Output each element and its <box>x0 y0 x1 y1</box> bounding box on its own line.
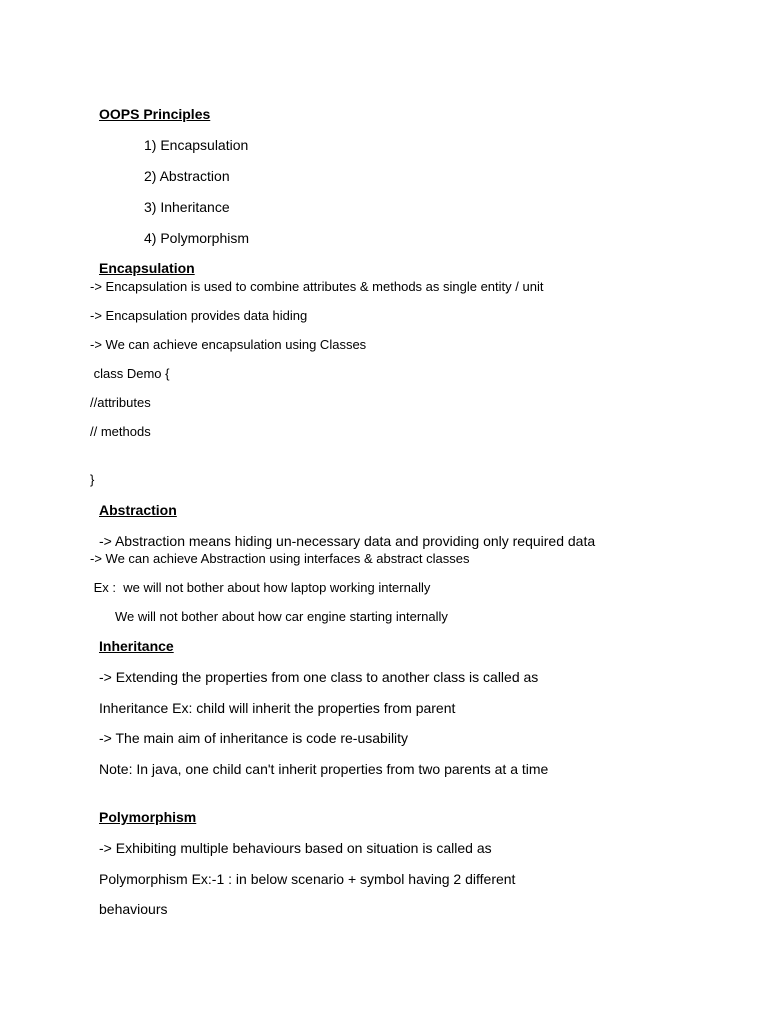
encapsulation-line: -> We can achieve encapsulation using Classes <box>90 337 367 352</box>
principle-item: 1) Encapsulation <box>144 137 249 153</box>
principle-item: 2) Abstraction <box>144 168 230 184</box>
abstraction-line: Ex : we will not bother about how laptop working internally <box>90 580 431 595</box>
page-title: OOPS Principles <box>99 106 211 122</box>
inheritance-line: -> Extending the properties from one class to another class is called as <box>99 669 539 685</box>
polymorphism-line: Polymorphism Ex:-1 : in below scenario + symbol having 2 different <box>99 871 516 887</box>
code-line: } <box>90 472 95 487</box>
inheritance-line: Note: In java, one child can't inherit properties from two parents at a time <box>99 761 549 777</box>
code-line: class Demo { <box>90 366 170 381</box>
inheritance-line: Inheritance Ex: child will inherit the properties from parent <box>99 700 456 716</box>
polymorphism-heading: Polymorphism <box>99 809 197 825</box>
polymorphism-line: behaviours <box>99 901 168 917</box>
inheritance-line: -> The main aim of inheritance is code re-usability <box>99 730 409 746</box>
abstraction-heading: Abstraction <box>99 502 177 518</box>
abstraction-line: We will not bother about how car engine starting internally <box>115 609 448 624</box>
encapsulation-line: -> Encapsulation provides data hiding <box>90 308 308 323</box>
abstraction-line: -> Abstraction means hiding un-necessary data and providing only required data <box>99 533 596 549</box>
code-line: // methods <box>90 424 151 439</box>
encapsulation-line: -> Encapsulation is used to combine attributes & methods as single entity / unit <box>90 279 544 294</box>
inheritance-heading: Inheritance <box>99 638 174 654</box>
principle-item: 4) Polymorphism <box>144 230 250 246</box>
code-line: //attributes <box>90 395 151 410</box>
polymorphism-line: -> Exhibiting multiple behaviours based on situation is called as <box>99 840 492 856</box>
encapsulation-heading: Encapsulation <box>99 260 195 276</box>
abstraction-line: -> We can achieve Abstraction using interfaces & abstract classes <box>90 551 470 566</box>
principle-item: 3) Inheritance <box>144 199 230 215</box>
